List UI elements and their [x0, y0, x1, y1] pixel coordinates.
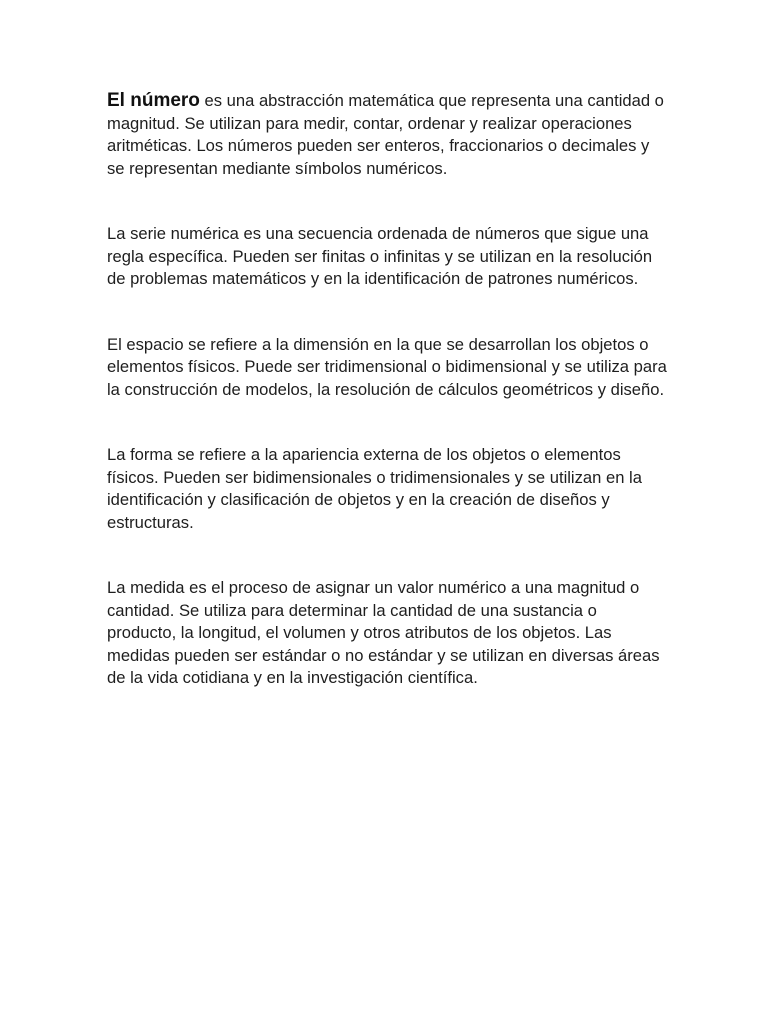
paragraph-text: La serie numérica es una secuencia ordenada de números que sigue una regla específica. Pueden ser finitas o infinitas y se utilizan en la resolución de problemas matemáticos y en la identificación de patrones numéricos. — [107, 224, 653, 288]
paragraph-lead-term: El número — [107, 90, 200, 111]
paragraph-text: La medida es el proceso de asignar un valor numérico a una magnitud o cantidad. Se utiliza para determinar la cantidad de una sustancia o producto, la longitud, el volumen y otros atributos de los objetos. Las medidas pueden ser estándar o no estándar y se utilizan en diversas áreas de la vida cotidiana y en la investigación científica. — [107, 578, 660, 687]
paragraph-medida — [107, 577, 667, 690]
paragraph-numero — [107, 90, 667, 180]
paragraph-espacio — [107, 334, 667, 402]
paragraph-text: La forma se refiere a la apariencia externa de los objetos o elementos físicos. Pueden ser bidimensionales o tridimensionales y se utilizan en la identificación y clasificación de objetos y en la creación de diseños y estructuras. — [107, 445, 642, 532]
paragraph-text: El espacio se refiere a la dimensión en la que se desarrollan los objetos o elementos físicos. Puede ser tridimensional o bidimensional y se utiliza para la construcción de modelos, la resolución de cálculos geométricos y diseño. — [107, 334, 667, 399]
document-body — [107, 90, 667, 690]
paragraph-text: es una abstracción matemática que representa una cantidad o magnitud. Se utilizan para medir, contar, ordenar y realizar operaciones aritméticas. Los números pueden ser enteros, fraccionarios o decimales y se representan mediante símbolos numéricos. — [107, 91, 664, 178]
paragraph-serie-numerica — [107, 223, 667, 291]
paragraph-forma — [107, 444, 667, 534]
